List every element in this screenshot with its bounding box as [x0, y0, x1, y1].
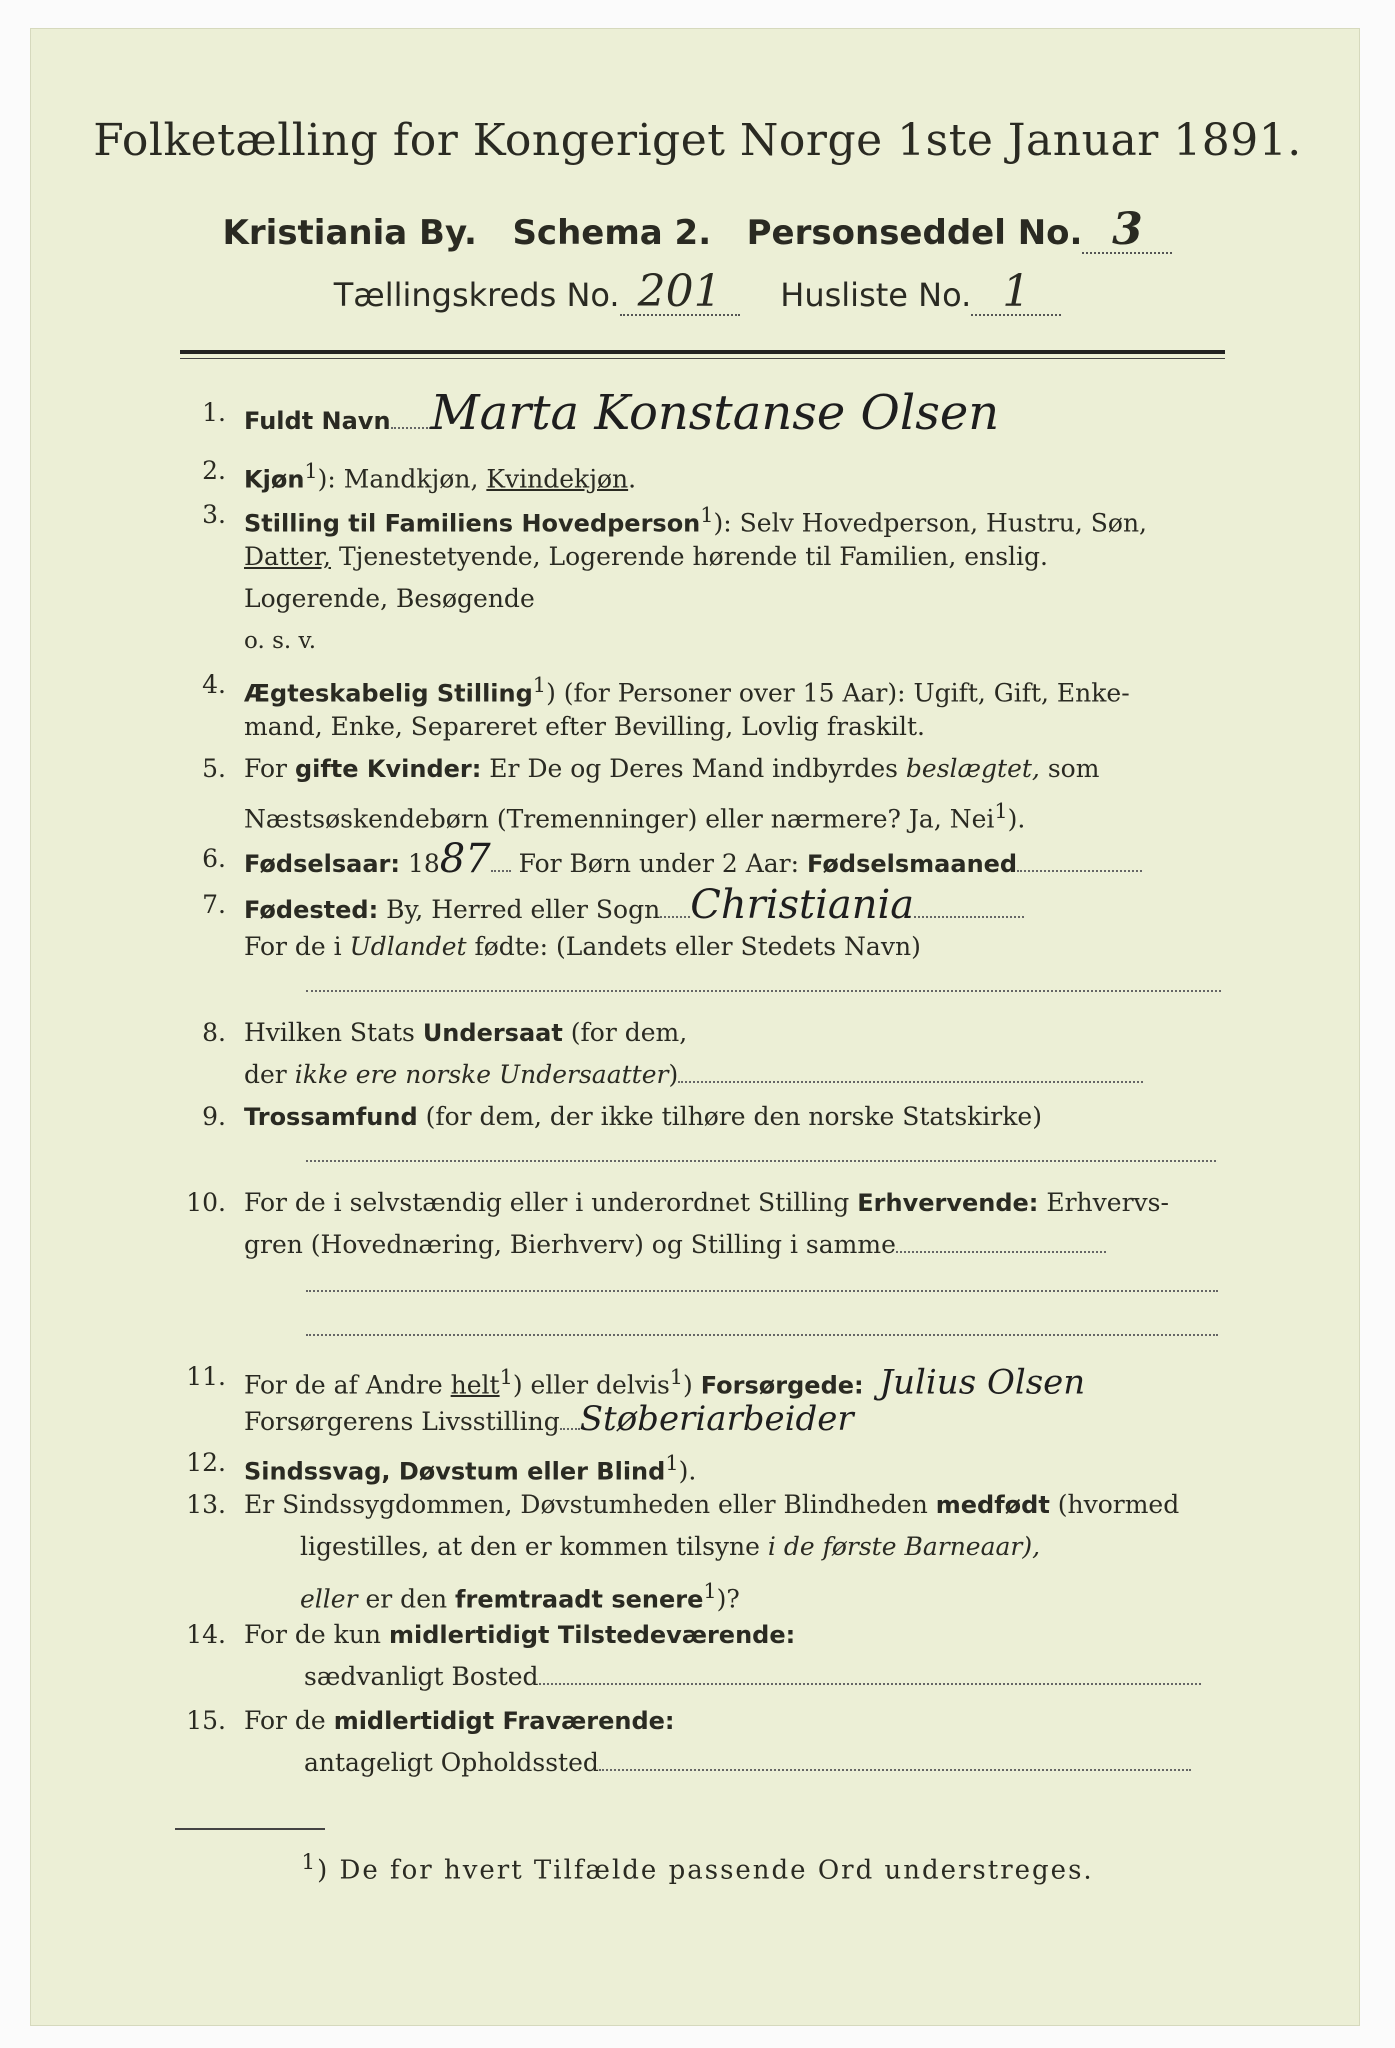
- header-divider-thin: [180, 358, 1225, 359]
- footnote-divider: [175, 1828, 325, 1830]
- disability-label: Sindssvag, Døvstum eller Blind: [244, 1457, 666, 1486]
- personseddel-label: Personseddel No.: [746, 213, 1083, 253]
- schema-line: [0, 204, 1395, 255]
- header-divider: [180, 350, 1225, 354]
- birth-year-label: Fødselsaar:: [244, 850, 400, 878]
- district-line: [0, 266, 1395, 317]
- occupation-line-2: [306, 1334, 1218, 1336]
- city-label: Kristiania By.: [222, 213, 477, 253]
- taellingskreds-number: 201: [620, 270, 740, 316]
- taellingskreds-label: Tællingskreds No.: [333, 276, 620, 314]
- provider-name-value: Julius Olsen: [879, 1362, 1086, 1403]
- husliste-label: Husliste No.: [780, 276, 972, 314]
- marital-status-label: Ægteskabelig Stilling: [244, 679, 533, 708]
- provider-occupation-value: Støberiarbeider: [579, 1399, 854, 1439]
- census-form-sheet: [30, 28, 1360, 2026]
- birthplace-label: Fødested:: [244, 896, 379, 924]
- birthplace-value: Christiania: [690, 882, 915, 928]
- dependent-selected: helt: [450, 1370, 500, 1400]
- personseddel-number: 3: [1082, 208, 1172, 254]
- footnote: $^1$) De for hvert Tilfælde passende Ord understreges.: [301, 1850, 1094, 1886]
- full-name-label: Fuldt Navn: [244, 407, 391, 435]
- form-title: Folketælling for Kongeriget Norge 1ste Januar 1891.: [93, 115, 1302, 166]
- gender-label: Kjøn: [244, 465, 305, 494]
- full-name-value: Marta Konstanse Olsen: [430, 385, 1000, 441]
- occupation-line-1: [306, 1290, 1218, 1292]
- religion-line: [306, 1160, 1216, 1162]
- gender-selected: Kvindekjøn: [486, 464, 629, 494]
- family-position-label: Stilling til Familiens Hovedperson: [244, 509, 701, 538]
- foreign-birthplace-line: [306, 990, 1221, 992]
- husliste-number: 1: [971, 270, 1061, 316]
- schema-label: Schema 2.: [512, 213, 712, 253]
- birth-year-value: 87: [439, 836, 491, 882]
- family-position-selected: Datter,: [244, 542, 331, 571]
- religion-label: Trossamfund: [244, 1103, 418, 1131]
